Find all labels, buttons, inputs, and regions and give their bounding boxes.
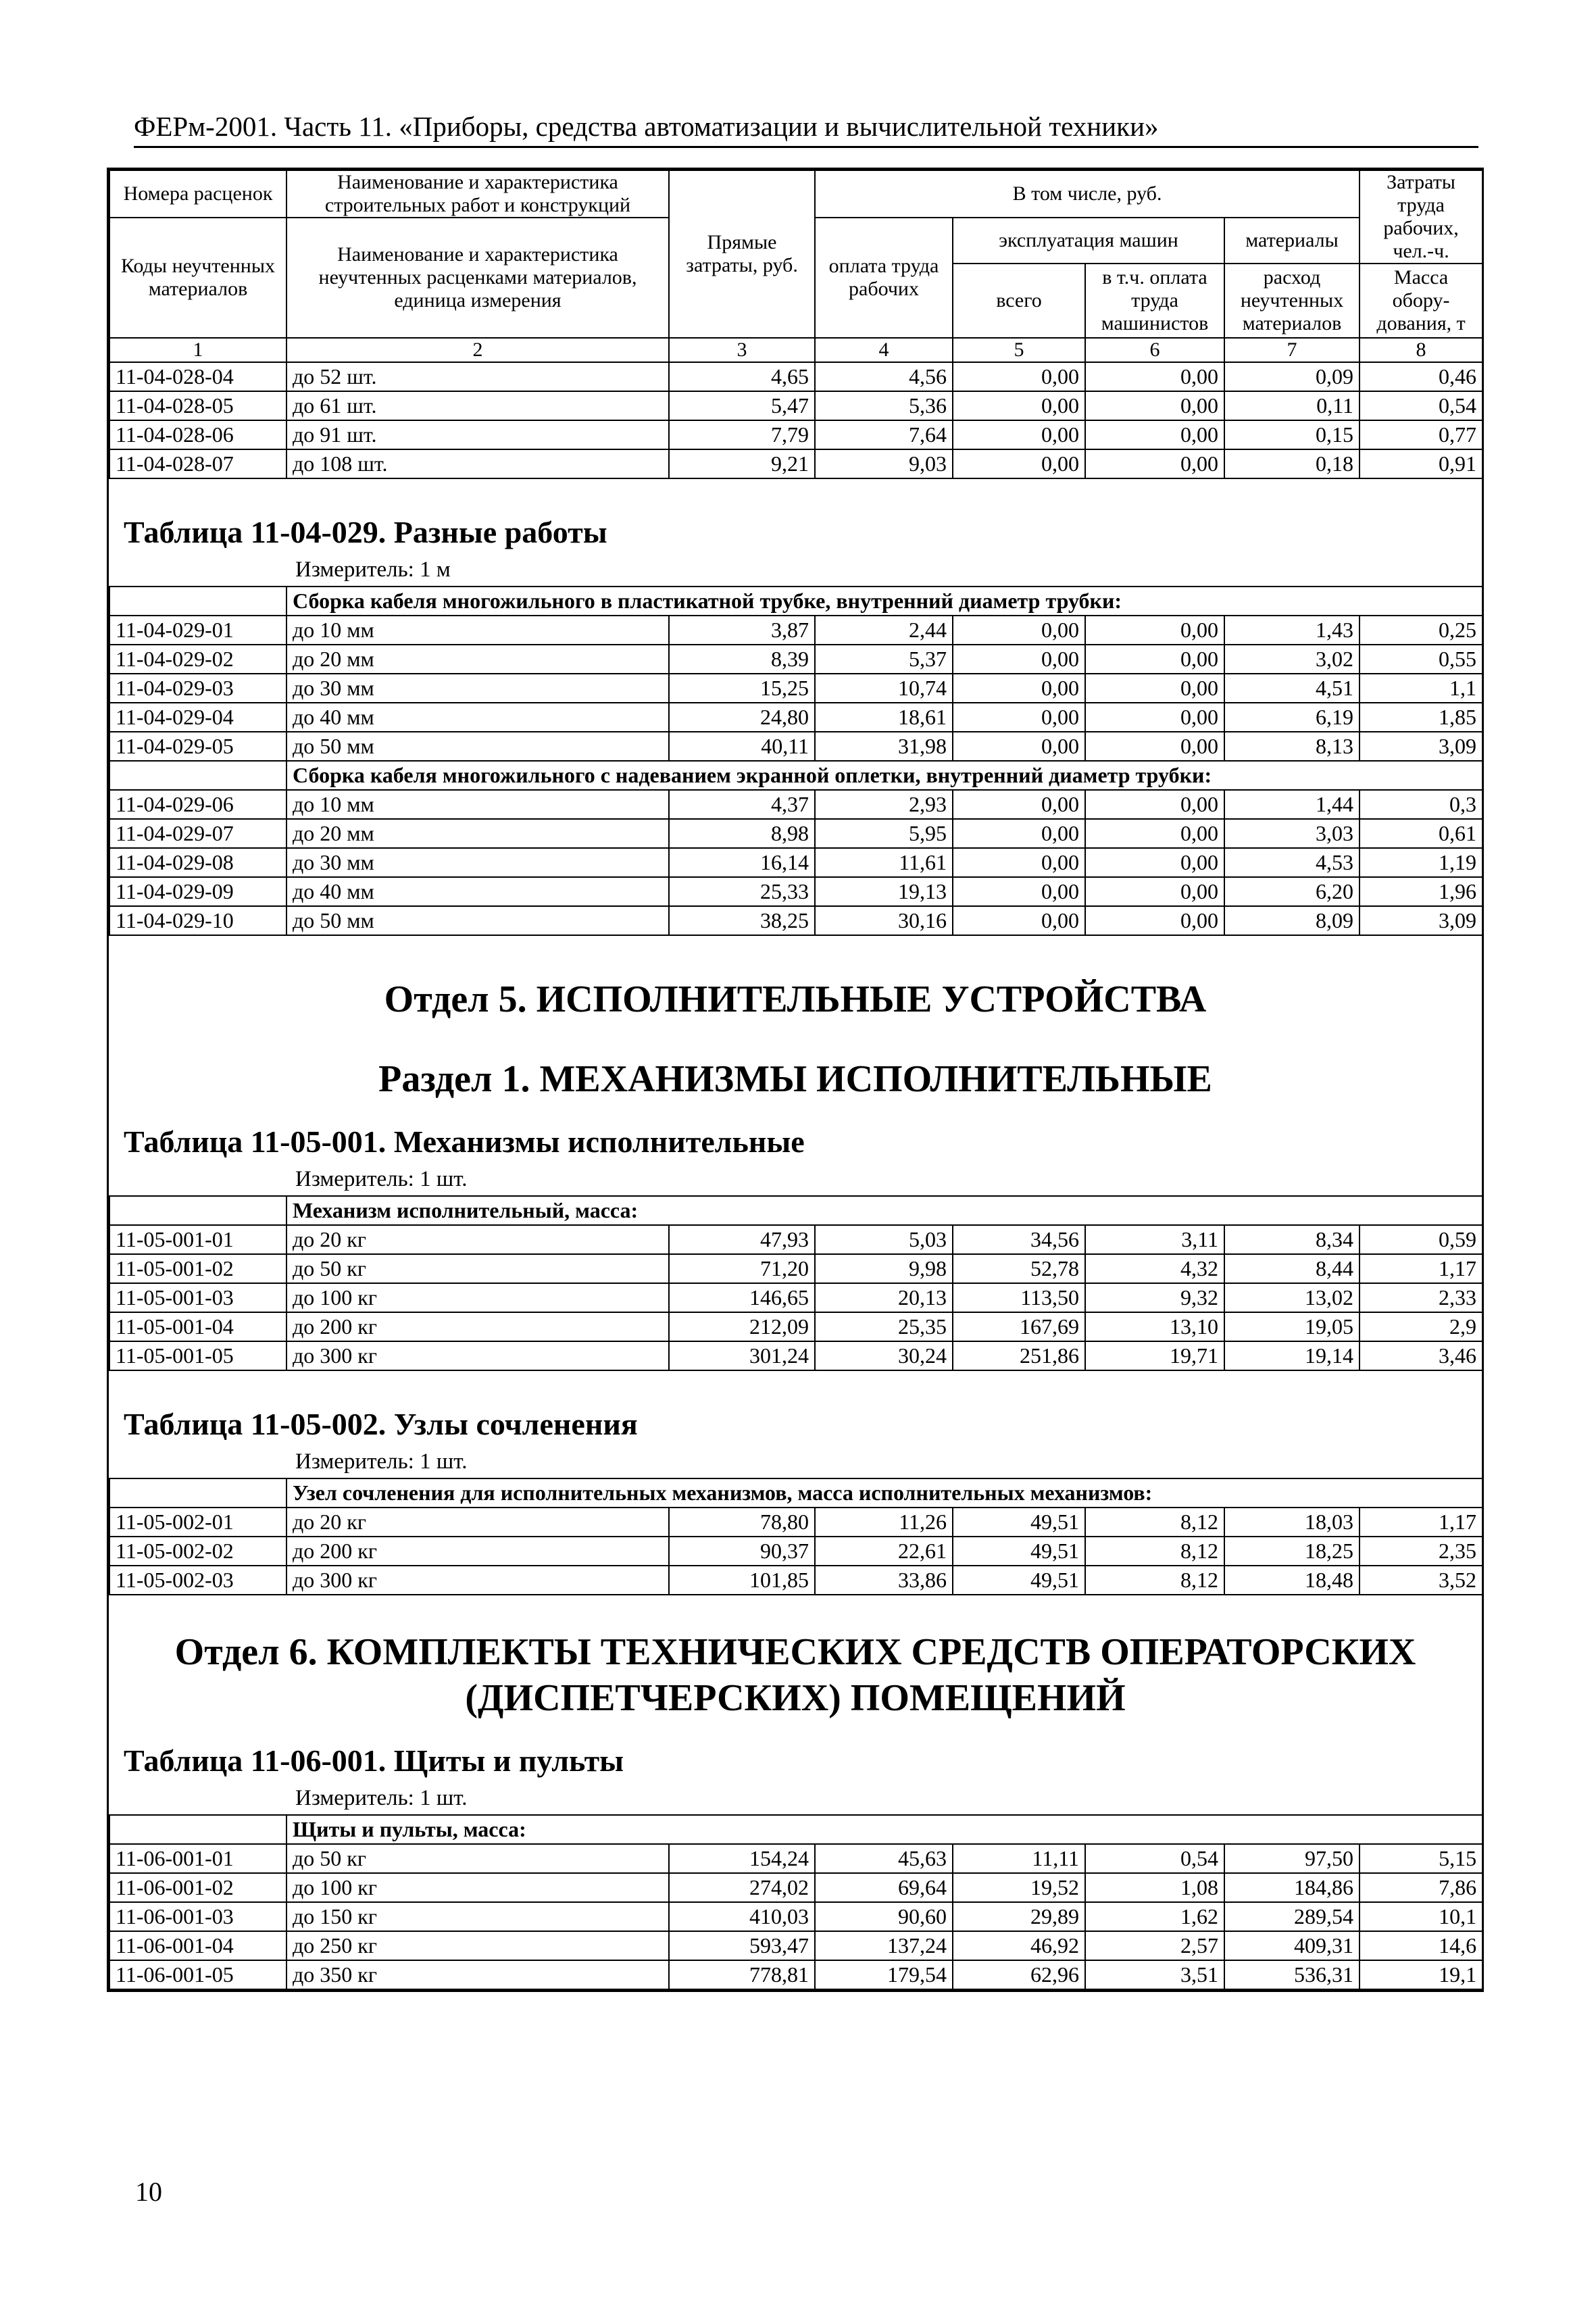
value-cell: 8,12 (1085, 1537, 1224, 1566)
value-cell: 0,00 (1085, 703, 1224, 732)
value-cell: 62,96 (953, 1960, 1085, 1989)
col-ekspl-header: эксплуатация машин (953, 218, 1224, 264)
table-row (109, 1566, 1482, 1595)
rate-code: 11-05-001-01 (109, 1225, 286, 1254)
value-cell: 0,00 (1085, 391, 1224, 420)
section-otdel-6-line2: (ДИСПЕТЧЕРСКИХ) ПОМЕЩЕНИЙ (465, 1677, 1126, 1719)
value-cell: 90,37 (669, 1537, 815, 1566)
value-cell: 18,25 (1224, 1537, 1360, 1566)
value-cell: 137,24 (815, 1931, 953, 1960)
value-cell: 4,53 (1224, 848, 1360, 877)
table-row (109, 362, 1482, 391)
rate-code: 11-05-001-05 (109, 1341, 286, 1370)
item-description: до 30 мм (286, 674, 669, 703)
table-row (109, 732, 1482, 761)
value-cell: 0,54 (1360, 391, 1482, 420)
value-cell: 0,25 (1360, 616, 1482, 645)
measure-unit: Измеритель: 1 м (295, 557, 451, 582)
value-cell: 0,09 (1224, 362, 1360, 391)
value-cell: 11,26 (815, 1508, 953, 1537)
value-cell: 0,77 (1360, 420, 1482, 449)
value-cell: 3,87 (669, 616, 815, 645)
table-11-05-002 (109, 1478, 1483, 1595)
value-cell: 0,00 (953, 616, 1085, 645)
value-cell: 90,60 (815, 1902, 953, 1931)
value-cell: 2,93 (815, 790, 953, 819)
value-cell: 3,52 (1360, 1566, 1482, 1595)
value-cell: 19,13 (815, 877, 953, 906)
item-description: до 52 шт. (286, 362, 669, 391)
item-description: до 250 кг (286, 1931, 669, 1960)
item-description: до 50 мм (286, 906, 669, 935)
value-cell: 13,02 (1224, 1283, 1360, 1312)
value-cell: 5,03 (815, 1225, 953, 1254)
rate-code: 11-04-029-07 (109, 819, 286, 848)
rate-code: 11-06-001-02 (109, 1873, 286, 1902)
rate-code: 11-04-028-07 (109, 449, 286, 478)
rate-code: 11-05-001-03 (109, 1283, 286, 1312)
section-otdel-6-line1: Отдел 6. КОМПЛЕКТЫ ТЕХНИЧЕСКИХ СРЕДСТВ ОПЕРАТОРСКИХ (174, 1631, 1416, 1673)
rate-code: 11-04-028-05 (109, 391, 286, 420)
col-num: 8 (1360, 338, 1482, 362)
value-cell: 0,54 (1085, 1844, 1224, 1873)
item-description: до 30 мм (286, 848, 669, 877)
value-cell: 13,10 (1085, 1312, 1224, 1341)
value-cell: 3,51 (1085, 1960, 1224, 1989)
value-cell: 49,51 (953, 1537, 1085, 1566)
value-cell: 2,44 (815, 616, 953, 645)
value-cell: 1,17 (1360, 1254, 1482, 1283)
item-description: до 50 мм (286, 732, 669, 761)
rate-code: 11-04-029-10 (109, 906, 286, 935)
value-cell: 593,47 (669, 1931, 815, 1960)
value-cell: 0,00 (953, 674, 1085, 703)
value-cell: 46,92 (953, 1931, 1085, 1960)
table-row (109, 1341, 1482, 1370)
value-cell: 0,00 (953, 877, 1085, 906)
header-table (109, 170, 1483, 479)
value-cell: 536,31 (1224, 1960, 1360, 1989)
section-otdel-5: Отдел 5. ИСПОЛНИТЕЛЬНЫЕ УСТРОЙСТВА (384, 978, 1207, 1020)
value-cell: 101,85 (669, 1566, 815, 1595)
value-cell: 0,00 (953, 645, 1085, 674)
item-description: до 50 кг (286, 1254, 669, 1283)
value-cell: 0,00 (1085, 362, 1224, 391)
group-heading: Узел сочленения для исполнительных механизмов, масса исполнительных механизмов: (286, 1478, 1482, 1508)
value-cell: 10,1 (1360, 1902, 1482, 1931)
value-cell: 2,35 (1360, 1537, 1482, 1566)
value-cell: 251,86 (953, 1341, 1085, 1370)
table-row (109, 790, 1482, 819)
value-cell: 4,32 (1085, 1254, 1224, 1283)
value-cell: 1,1 (1360, 674, 1482, 703)
value-cell: 1,85 (1360, 703, 1482, 732)
value-cell: 146,65 (669, 1283, 815, 1312)
measure-unit: Измеритель: 1 шт. (295, 1167, 468, 1191)
value-cell: 0,00 (1085, 616, 1224, 645)
item-description: до 200 кг (286, 1537, 669, 1566)
rate-code: 11-06-001-01 (109, 1844, 286, 1873)
rate-code: 11-05-002-03 (109, 1566, 286, 1595)
value-cell: 5,37 (815, 645, 953, 674)
value-cell: 19,52 (953, 1873, 1085, 1902)
rate-code: 11-04-029-03 (109, 674, 286, 703)
value-cell: 274,02 (669, 1873, 815, 1902)
value-cell: 0,18 (1224, 449, 1360, 478)
table-row (109, 1873, 1482, 1902)
value-cell: 0,00 (953, 906, 1085, 935)
value-cell: 113,50 (953, 1283, 1085, 1312)
measure-unit: Измеритель: 1 шт. (295, 1786, 468, 1810)
value-cell: 8,12 (1085, 1508, 1224, 1537)
value-cell: 409,31 (1224, 1931, 1360, 1960)
norms-frame (107, 168, 1484, 1992)
value-cell: 25,33 (669, 877, 815, 906)
rate-code: 11-04-029-05 (109, 732, 286, 761)
value-cell: 40,11 (669, 732, 815, 761)
value-cell: 0,00 (953, 848, 1085, 877)
value-cell: 9,98 (815, 1254, 953, 1283)
value-cell: 31,98 (815, 732, 953, 761)
col-num: 1 (109, 338, 286, 362)
value-cell: 4,56 (815, 362, 953, 391)
value-cell: 19,71 (1085, 1341, 1224, 1370)
value-cell: 0,11 (1224, 391, 1360, 420)
table-row (109, 1844, 1482, 1873)
value-cell: 5,47 (669, 391, 815, 420)
item-description: до 50 кг (286, 1844, 669, 1873)
table-row (109, 1508, 1482, 1537)
value-cell: 19,14 (1224, 1341, 1360, 1370)
table-row (109, 1931, 1482, 1960)
value-cell: 1,19 (1360, 848, 1482, 877)
value-cell: 69,64 (815, 1873, 953, 1902)
rate-code: 11-04-029-01 (109, 616, 286, 645)
col-nomer-header: Номера расценок (109, 170, 286, 218)
value-cell: 11,11 (953, 1844, 1085, 1873)
value-cell: 11,61 (815, 848, 953, 877)
value-cell: 19,05 (1224, 1312, 1360, 1341)
col-num: 2 (286, 338, 669, 362)
value-cell: 0,46 (1360, 362, 1482, 391)
table-row (109, 1254, 1482, 1283)
rate-code: 11-05-002-01 (109, 1508, 286, 1537)
col-oplata-header: оплата труда рабочих (815, 218, 953, 338)
page-number: 10 (135, 2176, 162, 2207)
value-cell: 167,69 (953, 1312, 1085, 1341)
value-cell: 1,43 (1224, 616, 1360, 645)
value-cell: 154,24 (669, 1844, 815, 1873)
rate-code: 11-04-029-02 (109, 645, 286, 674)
value-cell: 1,17 (1360, 1508, 1482, 1537)
value-cell: 778,81 (669, 1960, 815, 1989)
col-vsego-header: всего (953, 264, 1085, 338)
value-cell: 18,48 (1224, 1566, 1360, 1595)
table-row (109, 449, 1482, 478)
value-cell: 184,86 (1224, 1873, 1360, 1902)
value-cell: 0,00 (1085, 877, 1224, 906)
value-cell: 0,00 (953, 703, 1085, 732)
rate-code: 11-04-029-06 (109, 790, 286, 819)
value-cell: 0,00 (1085, 674, 1224, 703)
table-row (109, 703, 1482, 732)
value-cell: 30,16 (815, 906, 953, 935)
value-cell: 8,39 (669, 645, 815, 674)
table-row (109, 391, 1482, 420)
value-cell: 0,00 (1085, 848, 1224, 877)
group-heading: Механизм исполнительный, масса: (286, 1196, 1482, 1225)
value-cell: 8,44 (1224, 1254, 1360, 1283)
value-cell: 4,51 (1224, 674, 1360, 703)
value-cell: 19,1 (1360, 1960, 1482, 1989)
col-naim1-header: Наименование и характеристика строительных работ и конструкций (286, 170, 669, 218)
value-cell: 8,13 (1224, 732, 1360, 761)
table-row (109, 674, 1482, 703)
item-description: до 20 кг (286, 1508, 669, 1537)
value-cell: 212,09 (669, 1312, 815, 1341)
table-row (109, 1537, 1482, 1566)
value-cell: 52,78 (953, 1254, 1085, 1283)
value-cell: 49,51 (953, 1508, 1085, 1537)
rate-code: 11-04-029-08 (109, 848, 286, 877)
col-materialy-header: материалы (1224, 218, 1360, 264)
rate-code: 11-04-029-04 (109, 703, 286, 732)
value-cell: 22,61 (815, 1537, 953, 1566)
item-description: до 350 кг (286, 1960, 669, 1989)
item-description: до 300 кг (286, 1341, 669, 1370)
value-cell: 0,59 (1360, 1225, 1482, 1254)
value-cell: 0,15 (1224, 420, 1360, 449)
value-cell: 24,80 (669, 703, 815, 732)
value-cell: 0,00 (1085, 790, 1224, 819)
table-row (109, 1225, 1482, 1254)
table-title-11-06-001: Таблица 11-06-001. Щиты и пульты (124, 1743, 624, 1778)
table-11-05-001 (109, 1195, 1483, 1371)
value-cell: 0,00 (1085, 449, 1224, 478)
item-description: до 20 кг (286, 1225, 669, 1254)
value-cell: 6,19 (1224, 703, 1360, 732)
col-rashod-header: расход неучтенных материалов (1224, 264, 1360, 338)
col-massa-header: Масса обору-дования, т (1360, 264, 1482, 338)
value-cell: 30,24 (815, 1341, 953, 1370)
value-cell: 5,95 (815, 819, 953, 848)
value-cell: 5,36 (815, 391, 953, 420)
value-cell: 0,00 (953, 819, 1085, 848)
value-cell: 0,55 (1360, 645, 1482, 674)
value-cell: 3,02 (1224, 645, 1360, 674)
value-cell: 47,93 (669, 1225, 815, 1254)
col-vtom-header: В том числе, руб. (815, 170, 1360, 218)
value-cell: 1,62 (1085, 1902, 1224, 1931)
value-cell: 0,00 (1085, 906, 1224, 935)
rate-code: 11-05-001-04 (109, 1312, 286, 1341)
value-cell: 410,03 (669, 1902, 815, 1931)
value-cell: 9,03 (815, 449, 953, 478)
value-cell: 9,32 (1085, 1283, 1224, 1312)
value-cell: 78,80 (669, 1508, 815, 1537)
value-cell: 3,46 (1360, 1341, 1482, 1370)
item-description: до 91 шт. (286, 420, 669, 449)
value-cell: 10,74 (815, 674, 953, 703)
value-cell: 0,00 (953, 420, 1085, 449)
item-description: до 20 мм (286, 645, 669, 674)
value-cell: 8,34 (1224, 1225, 1360, 1254)
rate-code: 11-06-001-04 (109, 1931, 286, 1960)
value-cell: 18,61 (815, 703, 953, 732)
measure-unit: Измеритель: 1 шт. (295, 1449, 468, 1474)
table-row (109, 1960, 1482, 1989)
value-cell: 34,56 (953, 1225, 1085, 1254)
table-row (109, 819, 1482, 848)
value-cell: 15,25 (669, 674, 815, 703)
value-cell: 6,20 (1224, 877, 1360, 906)
rate-code: 11-04-028-04 (109, 362, 286, 391)
table-row (109, 420, 1482, 449)
item-description: до 61 шт. (286, 391, 669, 420)
table-row (109, 1312, 1482, 1341)
value-cell: 301,24 (669, 1341, 815, 1370)
value-cell: 0,00 (953, 790, 1085, 819)
value-cell: 179,54 (815, 1960, 953, 1989)
value-cell: 0,00 (1085, 819, 1224, 848)
col-num: 7 (1224, 338, 1360, 362)
table-row (109, 1283, 1482, 1312)
value-cell: 0,00 (953, 391, 1085, 420)
col-kody-header: Коды неучтенных материалов (109, 218, 286, 338)
value-cell: 8,12 (1085, 1566, 1224, 1595)
col-vtch-header: в т.ч. оплата труда машинистов (1085, 264, 1224, 338)
value-cell: 33,86 (815, 1566, 953, 1595)
value-cell: 71,20 (669, 1254, 815, 1283)
col-zatraty-header: Затраты труда рабочих, чел.-ч. (1360, 170, 1482, 264)
table-row (109, 616, 1482, 645)
value-cell: 2,33 (1360, 1283, 1482, 1312)
value-cell: 29,89 (953, 1902, 1085, 1931)
value-cell: 1,44 (1224, 790, 1360, 819)
rate-code: 11-06-001-03 (109, 1902, 286, 1931)
value-cell: 1,96 (1360, 877, 1482, 906)
rate-code: 11-04-029-09 (109, 877, 286, 906)
value-cell: 3,11 (1085, 1225, 1224, 1254)
table-row (109, 906, 1482, 935)
col-num: 3 (669, 338, 815, 362)
table-row (109, 848, 1482, 877)
running-header: ФЕРм-2001. Часть 11. «Приборы, средства автоматизации и вычислительной техники» (134, 109, 1478, 148)
table-row (109, 645, 1482, 674)
value-cell: 4,37 (669, 790, 815, 819)
value-cell: 2,57 (1085, 1931, 1224, 1960)
item-description: до 40 мм (286, 703, 669, 732)
value-cell: 45,63 (815, 1844, 953, 1873)
group-heading: Сборка кабеля многожильного с надеванием экранной оплетки, внутренний диаметр трубки: (286, 761, 1482, 790)
value-cell: 3,09 (1360, 906, 1482, 935)
table-row (109, 877, 1482, 906)
table-title-11-05-002: Таблица 11-05-002. Узлы сочленения (124, 1407, 638, 1441)
col-num: 5 (953, 338, 1085, 362)
value-cell: 1,08 (1085, 1873, 1224, 1902)
rate-code: 11-05-001-02 (109, 1254, 286, 1283)
value-cell: 0,00 (953, 362, 1085, 391)
value-cell: 0,61 (1360, 819, 1482, 848)
value-cell: 0,00 (1085, 645, 1224, 674)
item-description: до 40 мм (286, 877, 669, 906)
value-cell: 0,00 (953, 732, 1085, 761)
value-cell: 4,65 (669, 362, 815, 391)
value-cell: 3,03 (1224, 819, 1360, 848)
item-description: до 150 кг (286, 1902, 669, 1931)
table-row (109, 1902, 1482, 1931)
item-description: до 300 кг (286, 1566, 669, 1595)
value-cell: 25,35 (815, 1312, 953, 1341)
value-cell: 0,00 (953, 449, 1085, 478)
col-pryamye-header: Прямые затраты, руб. (669, 170, 815, 338)
value-cell: 16,14 (669, 848, 815, 877)
item-description: до 10 мм (286, 790, 669, 819)
col-num: 6 (1085, 338, 1224, 362)
item-description: до 10 мм (286, 616, 669, 645)
value-cell: 0,00 (1085, 732, 1224, 761)
value-cell: 38,25 (669, 906, 815, 935)
value-cell: 8,98 (669, 819, 815, 848)
value-cell: 14,6 (1360, 1931, 1482, 1960)
value-cell: 0,3 (1360, 790, 1482, 819)
table-title-11-05-001: Таблица 11-05-001. Механизмы исполнительные (124, 1124, 805, 1159)
value-cell: 97,50 (1224, 1844, 1360, 1873)
value-cell: 9,21 (669, 449, 815, 478)
table-11-04-029 (109, 586, 1483, 936)
value-cell: 8,09 (1224, 906, 1360, 935)
table-11-06-001 (109, 1814, 1483, 1990)
value-cell: 7,86 (1360, 1873, 1482, 1902)
value-cell: 289,54 (1224, 1902, 1360, 1931)
item-description: до 100 кг (286, 1283, 669, 1312)
item-description: до 20 мм (286, 819, 669, 848)
item-description: до 108 шт. (286, 449, 669, 478)
item-description: до 200 кг (286, 1312, 669, 1341)
value-cell: 20,13 (815, 1283, 953, 1312)
value-cell: 7,79 (669, 420, 815, 449)
col-num: 4 (815, 338, 953, 362)
rate-code: 11-05-002-02 (109, 1537, 286, 1566)
value-cell: 5,15 (1360, 1844, 1482, 1873)
table-title-11-04-029: Таблица 11-04-029. Разные работы (124, 515, 607, 549)
value-cell: 3,09 (1360, 732, 1482, 761)
group-heading: Сборка кабеля многожильного в пластикатной трубке, внутренний диаметр трубки: (286, 587, 1482, 616)
value-cell: 7,64 (815, 420, 953, 449)
value-cell: 18,03 (1224, 1508, 1360, 1537)
rate-code: 11-06-001-05 (109, 1960, 286, 1989)
value-cell: 2,9 (1360, 1312, 1482, 1341)
col-naim2-header: Наименование и характеристика неучтенных расценками материалов, единица измерения (286, 218, 669, 338)
section-razdel-1: Раздел 1. МЕХАНИЗМЫ ИСПОЛНИТЕЛЬНЫЕ (378, 1058, 1212, 1100)
item-description: до 100 кг (286, 1873, 669, 1902)
value-cell: 0,91 (1360, 449, 1482, 478)
value-cell: 49,51 (953, 1566, 1085, 1595)
group-heading: Щиты и пульты, масса: (286, 1815, 1482, 1844)
rate-code: 11-04-028-06 (109, 420, 286, 449)
value-cell: 0,00 (1085, 420, 1224, 449)
